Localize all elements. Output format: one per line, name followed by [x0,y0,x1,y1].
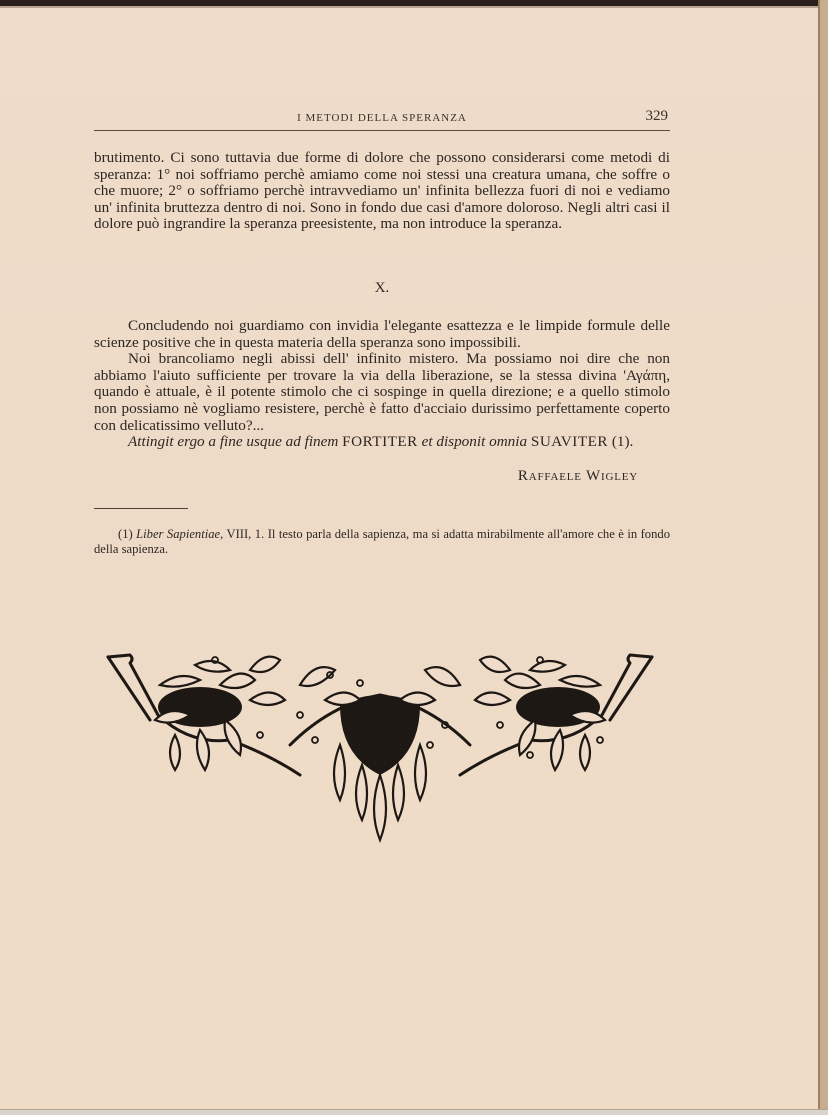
footnote-body: , VIII, 1. Il testo parla della sapienza, ma si adatta mirabilmente all'amore che è in fondo della sapienza. [94,527,670,556]
paragraph-continued [94,150,670,233]
running-title: I METODI DELLA SPERANZA [297,112,467,124]
quote-part-3: et disponit omnia [421,433,528,451]
quote-part-2: FORTITER [342,433,418,451]
quote-part-4: SUAVITER [530,433,609,451]
center-dark-fill [340,695,420,775]
footnote-marker: (1) [118,527,133,541]
footnote-ref: (1). [611,433,634,451]
footnote-divider [94,508,188,509]
footnote-text [94,527,670,556]
page-right-edge [818,0,828,1115]
paragraph-1: brutimento. Ci sono tuttavia due forme di dolore che possono considerarsi come metodi di speranza: 1° noi soffriamo perchè amiamo come noi stessi una creatura umana, che soffre o che muore; 2° o soffriamo perchè intravvediamo un' infinita bellezza fuori di noi e vediamo un' infinita bruttezza dentro di noi. Sono in fondo due casi d'amore doloroso. Negli altri casi il dolore può ingrandire la speranza preesistente, ma non introduce la speranza. [94,149,670,233]
author-signature: Raffaele Wigley [517,468,638,484]
quote-part-1: Attingit ergo a fine usque ad finem [128,433,339,451]
running-header [94,108,670,131]
paragraph-2: Concludendo noi guardiamo con invidia l'elegante esattezza e le limpide formule delle scienze positive che in questa materia della speranza sono impossibili. [94,317,670,351]
paragraph-3: Noi brancoliamo negli abissi dell' infinito mistero. Ma possiamo noi dire che non abbiamo l'aiuto sufficiente per trovare la via della liberazione, se la stessa divina 'Αγάπη, quando è attuale, è il potente stimolo che ci sospinge in quella direzione; e a quello stimolo non possiamo nè vogliamo resistere, perchè è fatto d'acciaio durissimo perfettamente coperto con delicatissimo velluto?... [94,350,670,434]
footnote [94,527,670,556]
latin-quote [94,434,670,451]
section-heading: X. [374,280,390,296]
section-x-body [94,318,670,451]
laurel-ornament-icon [100,645,660,850]
page-bottom-edge [0,1109,828,1115]
footnote-title: Liber Sapientiae [136,527,221,541]
page-number: 329 [645,108,668,124]
